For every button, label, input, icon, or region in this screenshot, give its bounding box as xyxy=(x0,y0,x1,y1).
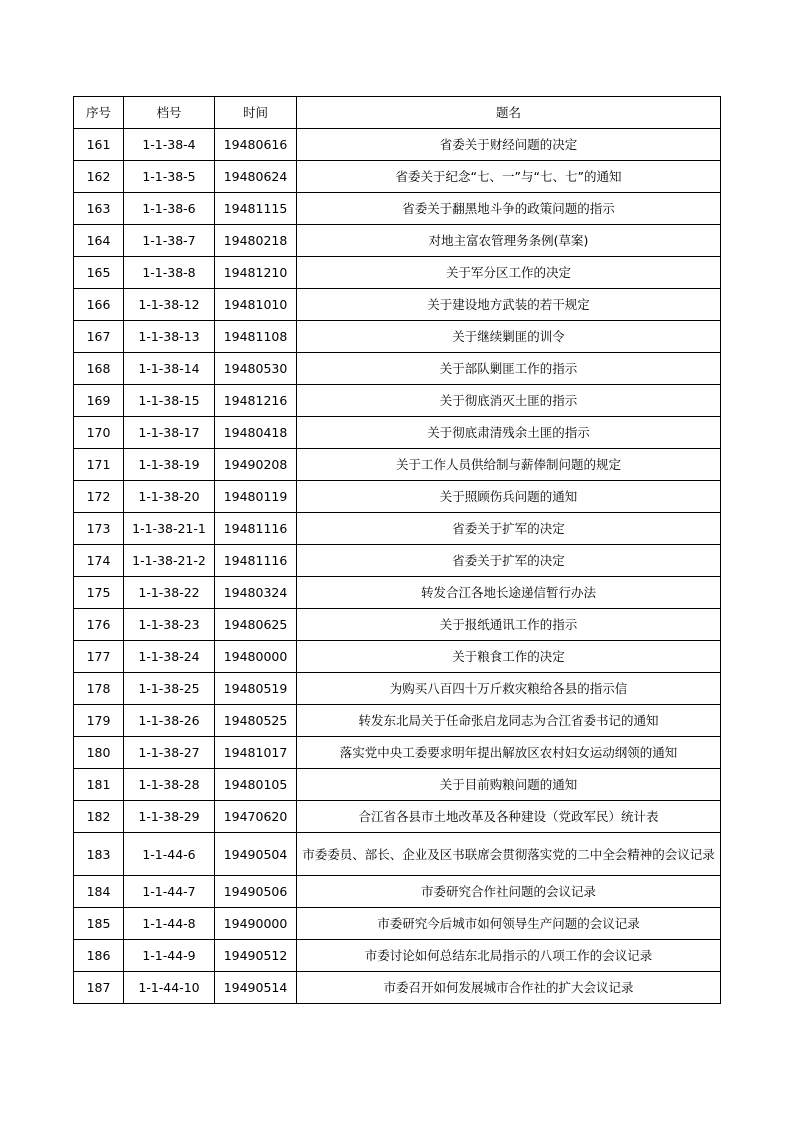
cell-seq: 173 xyxy=(74,513,124,545)
cell-title: 市委研究合作社问题的会议记录 xyxy=(297,876,721,908)
cell-date: 19470620 xyxy=(215,801,297,833)
cell-date: 19480119 xyxy=(215,481,297,513)
cell-date: 19481010 xyxy=(215,289,297,321)
cell-seq: 166 xyxy=(74,289,124,321)
cell-title: 关于部队剿匪工作的指示 xyxy=(297,353,721,385)
cell-title: 关于照顾伤兵问题的通知 xyxy=(297,481,721,513)
table-row xyxy=(74,449,721,481)
cell-seq: 178 xyxy=(74,673,124,705)
cell-title: 为购买八百四十万斤救灾粮给各县的指示信 xyxy=(297,673,721,705)
table-row xyxy=(74,673,721,705)
cell-file-number: 1-1-38-4 xyxy=(124,129,215,161)
cell-file-number: 1-1-44-8 xyxy=(124,908,215,940)
cell-title: 关于军分区工作的决定 xyxy=(297,257,721,289)
cell-file-number: 1-1-38-13 xyxy=(124,321,215,353)
table-row xyxy=(74,769,721,801)
table-row xyxy=(74,481,721,513)
cell-title: 转发东北局关于任命张启龙同志为合江省委书记的通知 xyxy=(297,705,721,737)
cell-seq: 164 xyxy=(74,225,124,257)
cell-seq: 171 xyxy=(74,449,124,481)
cell-title: 关于彻底肃清残余土匪的指示 xyxy=(297,417,721,449)
cell-seq: 170 xyxy=(74,417,124,449)
cell-date: 19480324 xyxy=(215,577,297,609)
table-row xyxy=(74,193,721,225)
cell-date: 19480418 xyxy=(215,417,297,449)
cell-seq: 184 xyxy=(74,876,124,908)
cell-date: 19481216 xyxy=(215,385,297,417)
cell-date: 19480105 xyxy=(215,769,297,801)
cell-seq: 187 xyxy=(74,972,124,1004)
cell-title: 市委召开如何发展城市合作社的扩大会议记录 xyxy=(297,972,721,1004)
cell-file-number: 1-1-38-29 xyxy=(124,801,215,833)
cell-title: 省委关于翻黑地斗争的政策问题的指示 xyxy=(297,193,721,225)
cell-seq: 161 xyxy=(74,129,124,161)
cell-date: 19490512 xyxy=(215,940,297,972)
cell-title: 关于继续剿匪的训令 xyxy=(297,321,721,353)
cell-file-number: 1-1-38-7 xyxy=(124,225,215,257)
header-seq: 序号 xyxy=(74,97,124,129)
table-row xyxy=(74,833,721,876)
cell-title: 关于粮食工作的决定 xyxy=(297,641,721,673)
cell-title: 市委讨论如何总结东北局指示的八项工作的会议记录 xyxy=(297,940,721,972)
table-row xyxy=(74,876,721,908)
cell-seq: 179 xyxy=(74,705,124,737)
cell-file-number: 1-1-38-15 xyxy=(124,385,215,417)
header-file-number: 档号 xyxy=(124,97,215,129)
cell-seq: 180 xyxy=(74,737,124,769)
cell-date: 19480519 xyxy=(215,673,297,705)
cell-file-number: 1-1-38-28 xyxy=(124,769,215,801)
cell-file-number: 1-1-38-12 xyxy=(124,289,215,321)
table-header xyxy=(74,97,721,129)
archive-table xyxy=(73,96,721,1004)
cell-date: 19481210 xyxy=(215,257,297,289)
cell-file-number: 1-1-38-5 xyxy=(124,161,215,193)
table-row xyxy=(74,353,721,385)
cell-date: 19480530 xyxy=(215,353,297,385)
cell-title: 关于目前购粮问题的通知 xyxy=(297,769,721,801)
table-row xyxy=(74,321,721,353)
table-row xyxy=(74,705,721,737)
table-row xyxy=(74,972,721,1004)
table-row xyxy=(74,801,721,833)
cell-title: 合江省各县市土地改革及各种建设（党政军民）统计表 xyxy=(297,801,721,833)
table-row xyxy=(74,545,721,577)
cell-file-number: 1-1-38-23 xyxy=(124,609,215,641)
cell-file-number: 1-1-38-6 xyxy=(124,193,215,225)
cell-date: 19481108 xyxy=(215,321,297,353)
cell-file-number: 1-1-38-26 xyxy=(124,705,215,737)
cell-date: 19480625 xyxy=(215,609,297,641)
cell-date: 19481017 xyxy=(215,737,297,769)
cell-title: 市委研究今后城市如何领导生产问题的会议记录 xyxy=(297,908,721,940)
cell-file-number: 1-1-44-6 xyxy=(124,833,215,876)
cell-date: 19480525 xyxy=(215,705,297,737)
cell-seq: 172 xyxy=(74,481,124,513)
cell-seq: 174 xyxy=(74,545,124,577)
cell-title: 落实党中央工委要求明年提出解放区农村妇女运动纲领的通知 xyxy=(297,737,721,769)
table-row xyxy=(74,908,721,940)
cell-seq: 182 xyxy=(74,801,124,833)
cell-seq: 165 xyxy=(74,257,124,289)
cell-date: 19490000 xyxy=(215,908,297,940)
cell-title: 省委关于纪念“七、一”与“七、七”的通知 xyxy=(297,161,721,193)
cell-date: 19490208 xyxy=(215,449,297,481)
cell-file-number: 1-1-44-9 xyxy=(124,940,215,972)
cell-seq: 183 xyxy=(74,833,124,876)
cell-date: 19481116 xyxy=(215,545,297,577)
table-row xyxy=(74,129,721,161)
cell-seq: 168 xyxy=(74,353,124,385)
table-row xyxy=(74,257,721,289)
cell-date: 19490514 xyxy=(215,972,297,1004)
cell-file-number: 1-1-44-10 xyxy=(124,972,215,1004)
table-row xyxy=(74,737,721,769)
cell-date: 19490506 xyxy=(215,876,297,908)
cell-title: 关于工作人员供给制与薪俸制问题的规定 xyxy=(297,449,721,481)
cell-seq: 177 xyxy=(74,641,124,673)
cell-file-number: 1-1-38-17 xyxy=(124,417,215,449)
cell-seq: 167 xyxy=(74,321,124,353)
cell-date: 19480616 xyxy=(215,129,297,161)
cell-file-number: 1-1-38-27 xyxy=(124,737,215,769)
cell-date: 19480624 xyxy=(215,161,297,193)
cell-title: 省委关于扩军的决定 xyxy=(297,545,721,577)
cell-file-number: 1-1-38-21-2 xyxy=(124,545,215,577)
cell-seq: 163 xyxy=(74,193,124,225)
cell-date: 19480000 xyxy=(215,641,297,673)
cell-file-number: 1-1-38-14 xyxy=(124,353,215,385)
table-body xyxy=(74,129,721,1004)
cell-seq: 175 xyxy=(74,577,124,609)
cell-file-number: 1-1-38-24 xyxy=(124,641,215,673)
cell-file-number: 1-1-44-7 xyxy=(124,876,215,908)
cell-title: 关于报纸通讯工作的指示 xyxy=(297,609,721,641)
cell-title: 市委委员、部长、企业及区书联席会贯彻落实党的二中全会精神的会议记录 xyxy=(297,833,721,876)
table-row xyxy=(74,225,721,257)
header-row xyxy=(74,97,721,129)
cell-file-number: 1-1-38-8 xyxy=(124,257,215,289)
cell-seq: 176 xyxy=(74,609,124,641)
cell-title: 关于彻底消灭土匪的指示 xyxy=(297,385,721,417)
cell-file-number: 1-1-38-22 xyxy=(124,577,215,609)
table-row xyxy=(74,940,721,972)
cell-file-number: 1-1-38-25 xyxy=(124,673,215,705)
cell-title: 省委关于扩军的决定 xyxy=(297,513,721,545)
header-date: 时间 xyxy=(215,97,297,129)
cell-seq: 186 xyxy=(74,940,124,972)
cell-title: 对地主富农管理务条例(草案) xyxy=(297,225,721,257)
table-row xyxy=(74,385,721,417)
table-row xyxy=(74,513,721,545)
cell-date: 19480218 xyxy=(215,225,297,257)
cell-seq: 162 xyxy=(74,161,124,193)
cell-title: 关于建设地方武装的若干规定 xyxy=(297,289,721,321)
cell-date: 19481116 xyxy=(215,513,297,545)
cell-date: 19481115 xyxy=(215,193,297,225)
cell-seq: 185 xyxy=(74,908,124,940)
table-row xyxy=(74,577,721,609)
table-row xyxy=(74,161,721,193)
cell-title: 转发合江各地长途递信暂行办法 xyxy=(297,577,721,609)
cell-file-number: 1-1-38-21-1 xyxy=(124,513,215,545)
table-row xyxy=(74,609,721,641)
header-title: 题名 xyxy=(297,97,721,129)
table-row xyxy=(74,641,721,673)
cell-seq: 181 xyxy=(74,769,124,801)
table-row xyxy=(74,289,721,321)
table-row xyxy=(74,417,721,449)
cell-file-number: 1-1-38-19 xyxy=(124,449,215,481)
cell-title: 省委关于财经问题的决定 xyxy=(297,129,721,161)
cell-file-number: 1-1-38-20 xyxy=(124,481,215,513)
cell-date: 19490504 xyxy=(215,833,297,876)
cell-seq: 169 xyxy=(74,385,124,417)
